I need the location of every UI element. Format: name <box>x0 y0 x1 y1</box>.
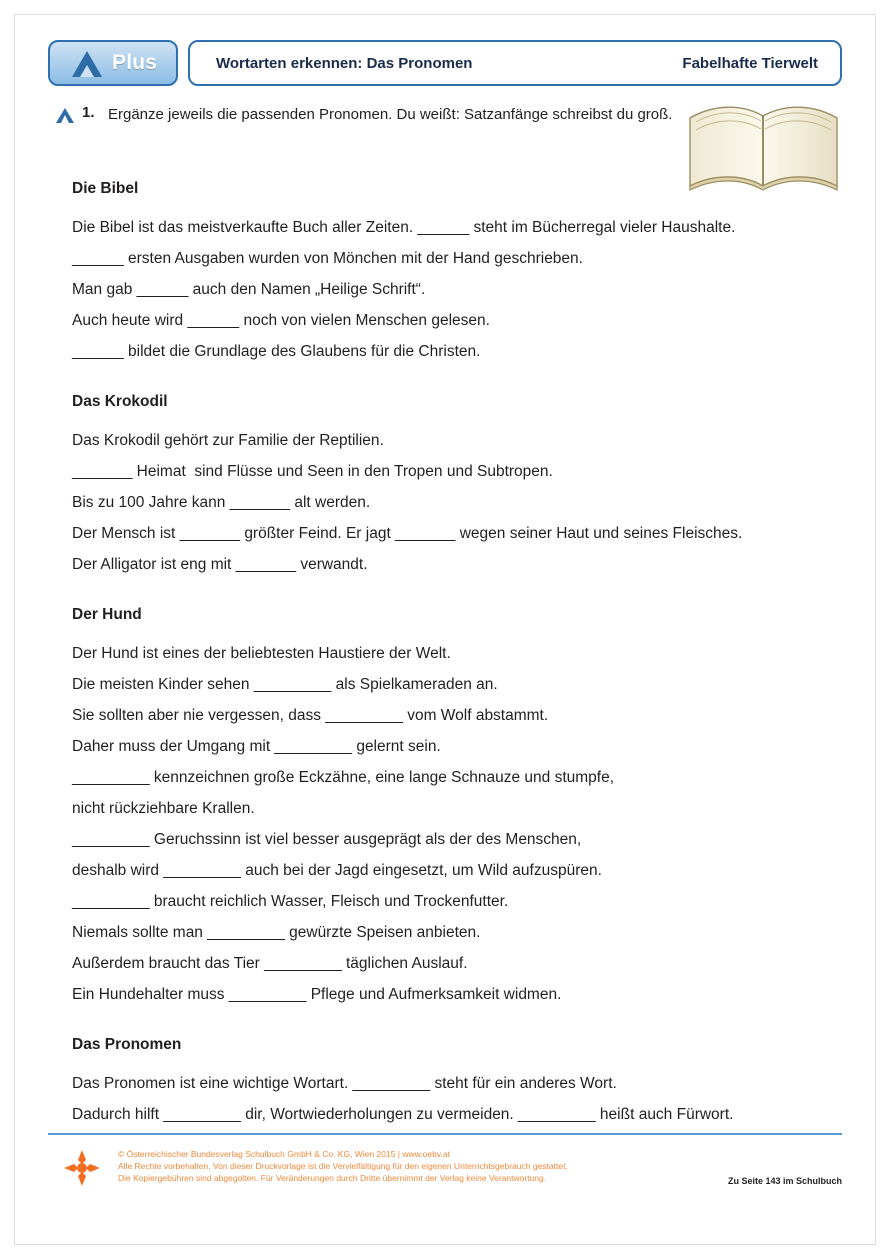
section-heading: Die Bibel <box>72 180 139 197</box>
exercise-line[interactable]: Der Mensch ist _______ größter Feind. Er jagt _______ wegen seiner Haut und seines Fleisches. <box>72 525 743 542</box>
exercise-line[interactable]: Man gab ______ auch den Namen „Heilige Schrift“. <box>72 281 426 298</box>
exercise-line[interactable]: Das Krokodil gehört zur Familie der Reptilien. <box>72 432 384 449</box>
exercise-line[interactable]: Sie sollten aber nie vergessen, dass _________ vom Wolf abstammt. <box>72 707 549 724</box>
worksheet-content <box>72 180 842 1156</box>
section-heading: Der Hund <box>72 606 142 623</box>
task-number: 1. <box>82 104 95 121</box>
exercise-line[interactable]: Ein Hundehalter muss _________ Pflege und Aufmerksamkeit widmen. <box>72 986 562 1003</box>
worksheet-title: Wortarten erkennen: Das Pronomen <box>216 55 473 72</box>
exercise-line[interactable]: deshalb wird _________ auch bei der Jagd eingesetzt, um Wild aufzuspüren. <box>72 862 602 879</box>
exercise-line[interactable]: Niemals sollte man _________ gewürzte Speisen anbieten. <box>72 924 481 941</box>
section-heading: Das Pronomen <box>72 1036 182 1053</box>
worksheet-topic: Fabelhafte Tierwelt <box>682 55 818 72</box>
task-text: Ergänze jeweils die passenden Pronomen. Du weißt: Satzanfänge schreibst du groß. <box>108 106 673 123</box>
exercise-line[interactable]: Bis zu 100 Jahre kann _______ alt werden. <box>72 494 371 511</box>
section-heading: Das Krokodil <box>72 393 168 410</box>
exercise-line[interactable]: ______ ersten Ausgaben wurden von Mönchen mit der Hand geschrieben. <box>72 250 583 267</box>
publisher-logo-icon <box>62 1148 102 1188</box>
exercise-line[interactable]: Dadurch hilft _________ dir, Wortwiederholungen zu vermeiden. _________ heißt auch Fürwort. <box>72 1106 734 1123</box>
section-krokodil <box>72 393 842 580</box>
footer-divider <box>48 1133 842 1135</box>
exercise-line[interactable]: Auch heute wird ______ noch von vielen Menschen gelesen. <box>72 312 490 329</box>
section-bibel <box>72 180 842 367</box>
exercise-line[interactable]: _________ braucht reichlich Wasser, Fleisch und Trockenfutter. <box>72 893 509 910</box>
textbook-page-reference: Zu Seite 143 im Schulbuch <box>727 1176 842 1186</box>
exercise-line[interactable]: Der Hund ist eines der beliebtesten Haustiere der Welt. <box>72 645 451 662</box>
exercise-line[interactable]: _________ kennzeichnen große Eckzähne, eine lange Schnauze und stumpfe, <box>72 769 615 786</box>
copyright-notice <box>118 1148 678 1184</box>
exercise-line[interactable]: Daher muss der Umgang mit _________ gelernt sein. <box>72 738 441 755</box>
title-bar <box>188 40 842 86</box>
plus-badge-label: Plus <box>112 51 158 74</box>
exercise-line[interactable]: Das Pronomen ist eine wichtige Wortart. _________ steht für ein anderes Wort. <box>72 1075 617 1092</box>
exercise-line[interactable]: Außerdem braucht das Tier _________ täglichen Auslauf. <box>72 955 468 972</box>
page-header <box>48 40 842 86</box>
exercise-line[interactable]: Die Bibel ist das meistverkaufte Buch aller Zeiten. ______ steht im Bücherregal vieler Haushalte. <box>72 219 736 236</box>
exercise-line[interactable]: _________ Geruchssinn ist viel besser ausgeprägt als der des Menschen, <box>72 831 582 848</box>
plus-badge <box>48 40 178 86</box>
copyright-line-3: Die Kopiergebühren sind abgegolten. Für Veränderungen durch Dritte übernimmt der Verlag keine Verantwortung. <box>118 1173 547 1183</box>
copyright-line-2: Alle Rechte vorbehalten. Von dieser Druckvorlage ist die Vervielfältigung für den eigenen Unterrichtsgebrauch gestattet. <box>118 1161 568 1171</box>
exercise-line[interactable]: _______ Heimat sind Flüsse und Seen in den Tropen und Subtropen. <box>72 463 553 480</box>
exercise-line[interactable]: Die meisten Kinder sehen _________ als Spielkameraden an. <box>72 676 498 693</box>
exercise-line[interactable]: Der Alligator ist eng mit _______ verwandt. <box>72 556 368 573</box>
exercise-line[interactable]: nicht rückziehbare Krallen. <box>72 800 255 817</box>
section-pronomen <box>72 1036 842 1130</box>
section-hund <box>72 606 842 1010</box>
copyright-line-1: © Österreichischer Bundesverlag Schulbuch GmbH & Co. KG, Wien 2015 | www.oebv.at <box>118 1149 450 1159</box>
exercise-line[interactable]: ______ bildet die Grundlage des Glaubens für die Christen. <box>72 343 481 360</box>
